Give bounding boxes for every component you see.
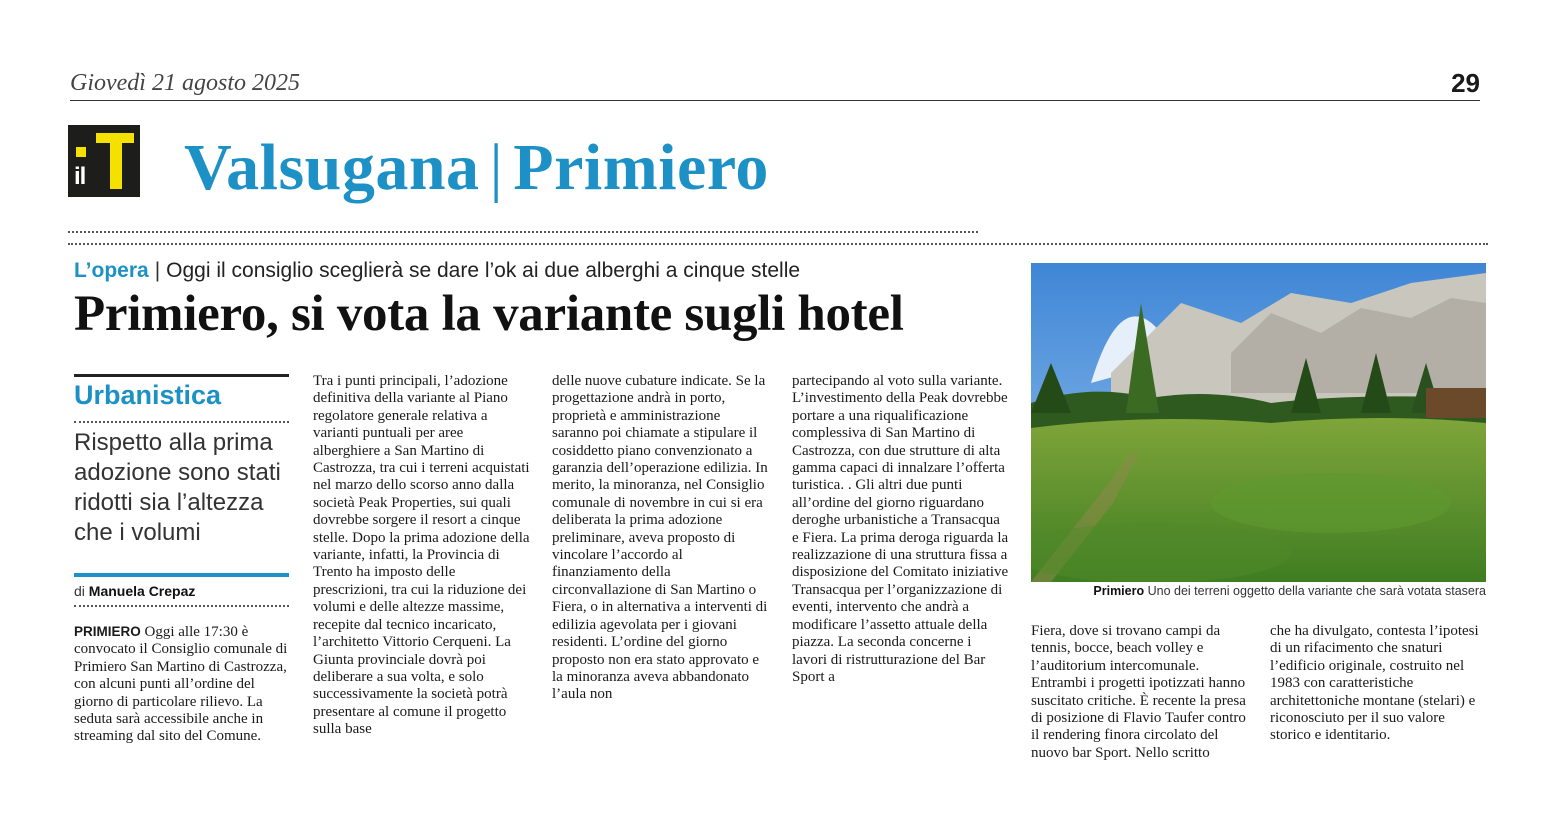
article-kicker bbox=[74, 259, 800, 283]
byline-author: Manuela Crepaz bbox=[88, 583, 196, 599]
sidebar-rule bbox=[74, 374, 289, 377]
newspaper-logo bbox=[68, 125, 140, 197]
logo-i-dot bbox=[76, 147, 86, 157]
caption-text: Uno dei terreni oggetto della variante che sarà votata stasera bbox=[1147, 584, 1486, 598]
dotted-divider-lower bbox=[68, 243, 1488, 245]
byline-prefix: di bbox=[74, 583, 85, 599]
issue-date: Giovedì 21 agosto 2025 bbox=[70, 70, 300, 96]
article-column-6: che ha divulgato, contesta l’ipotesi di un rifacimento che snaturi l’edificio originale, costruito nel 1983 con caratteristiche architettoniche montane (stelari) e riconosciuto per il suo valore storico e identitario. bbox=[1270, 623, 1479, 744]
logo-t-stem bbox=[110, 133, 122, 189]
section-title bbox=[184, 130, 769, 206]
sidebar-label: Urbanistica bbox=[74, 380, 222, 410]
article-column-2: Tra i punti principali, l’adozione definitiva della variante al Piano regolatore generale relativa a varianti puntuali per aree alberghiere a San Martino di Castrozza, tra cui i terreni acquistati nel marzo dello scorso anno dalla società Peak Properties, sui quali dovrebbe sorgere il resort a cinque stelle. Dopo la prima adozione della variante, infatti, la Provincia di Trento ha imposto delle prescrizioni, tra cui la riduzione dei volumi e delle altezze massime, recepite dal tecnico incaricato, l’architetto Vittorio Cerqueni. La Giunta provinciale dovrà poi deliberare a sua volta, e solo successivamente la società potrà presentare al comune il progetto sulla base bbox=[313, 373, 530, 738]
caption-label: Primiero bbox=[1093, 584, 1145, 598]
byline bbox=[74, 583, 195, 599]
byline-dotted-rule bbox=[74, 605, 289, 607]
kicker-text: Oggi il consiglio sceglierà se dare l’ok ai due alberghi a cinque stelle bbox=[166, 259, 801, 282]
meadow-mountain-image bbox=[1031, 263, 1486, 582]
article-column-5: Fiera, dove si trovano campi da tennis, bocce, beach volley e l’auditorium intercomunale. Entrambi i progetti ipotizzati hanno suscitato critiche. È recente la presa di posizione di Flavio Taufer contro il rendering finora circolato del nuovo bar Sport. Nello scritto bbox=[1031, 623, 1246, 761]
sidebar-dotted-rule bbox=[74, 421, 289, 423]
logo-text: il bbox=[74, 163, 86, 190]
article-photo bbox=[1031, 263, 1486, 582]
dotted-divider-upper bbox=[68, 231, 978, 233]
article-headline: Primiero, si vota la variante sugli hotel bbox=[74, 286, 904, 342]
section-separator: | bbox=[489, 131, 504, 204]
article-column-1 bbox=[74, 623, 291, 746]
column-1-text: Oggi alle 17:30 è convocato il Consiglio comunale di Primiero San Martino di Castrozza, con alcuni punti all’ordine del giorno di particolare rilievo. La seduta sarà accessibile anche in streaming dal sito del Comune. bbox=[74, 624, 288, 745]
section-left: Valsugana bbox=[184, 131, 480, 204]
section-right: Primiero bbox=[513, 131, 769, 204]
article-column-4: partecipando al voto sulla variante. L’investimento della Peak dovrebbe portare a una riqualificazione complessiva di San Martino di Castrozza, con due strutture di alta gamma capaci di innalzare l’offerta turistica. . Gli altri due punti all’ordine del giorno riguardano deroghe urbanistiche a Transacqua e Fiera. La prima deroga riguarda la realizzazione di una struttura fissa a disposizione del Comitato iniziative Transacqua per l’organizzazione di eventi, intervento che andrà a modificare l’assetto attuale della piazza. La seconda concerne i lavori di ristrutturazione del Bar Sport a bbox=[792, 373, 1009, 685]
photo-caption bbox=[1031, 584, 1486, 598]
sidebar-summary: Rispetto alla prima adozione sono stati ridotti sia l’altezza che i volumi bbox=[74, 429, 281, 546]
article-column-3: delle nuove cubature indicate. Se la progettazione andrà in porto, proprietà e amministrazione saranno poi chiamate a stipulare il cosiddetto piano convenzionato a garanzia dell’operazione edilizia. In merito, la minoranza, nel Consiglio comunale di novembre in cui si era deliberata la prima adozione preliminare, aveva proposto di vincolare l’accordo al finanziamento della circonvallazione di San Martino o Fiera, o in alternativa a interventi di edilizia agevolata per i giovani residenti. L’ordine del giorno proposto non era stato approvato e la minoranza aveva abbandonato l’aula non bbox=[552, 373, 768, 703]
header-rule bbox=[70, 100, 1480, 101]
kicker-label: L’opera bbox=[74, 259, 149, 282]
page-number: 29 bbox=[1451, 68, 1480, 98]
dateline: PRIMIERO bbox=[74, 624, 141, 639]
kicker-separator: | bbox=[154, 259, 161, 282]
byline-rule bbox=[74, 573, 289, 577]
